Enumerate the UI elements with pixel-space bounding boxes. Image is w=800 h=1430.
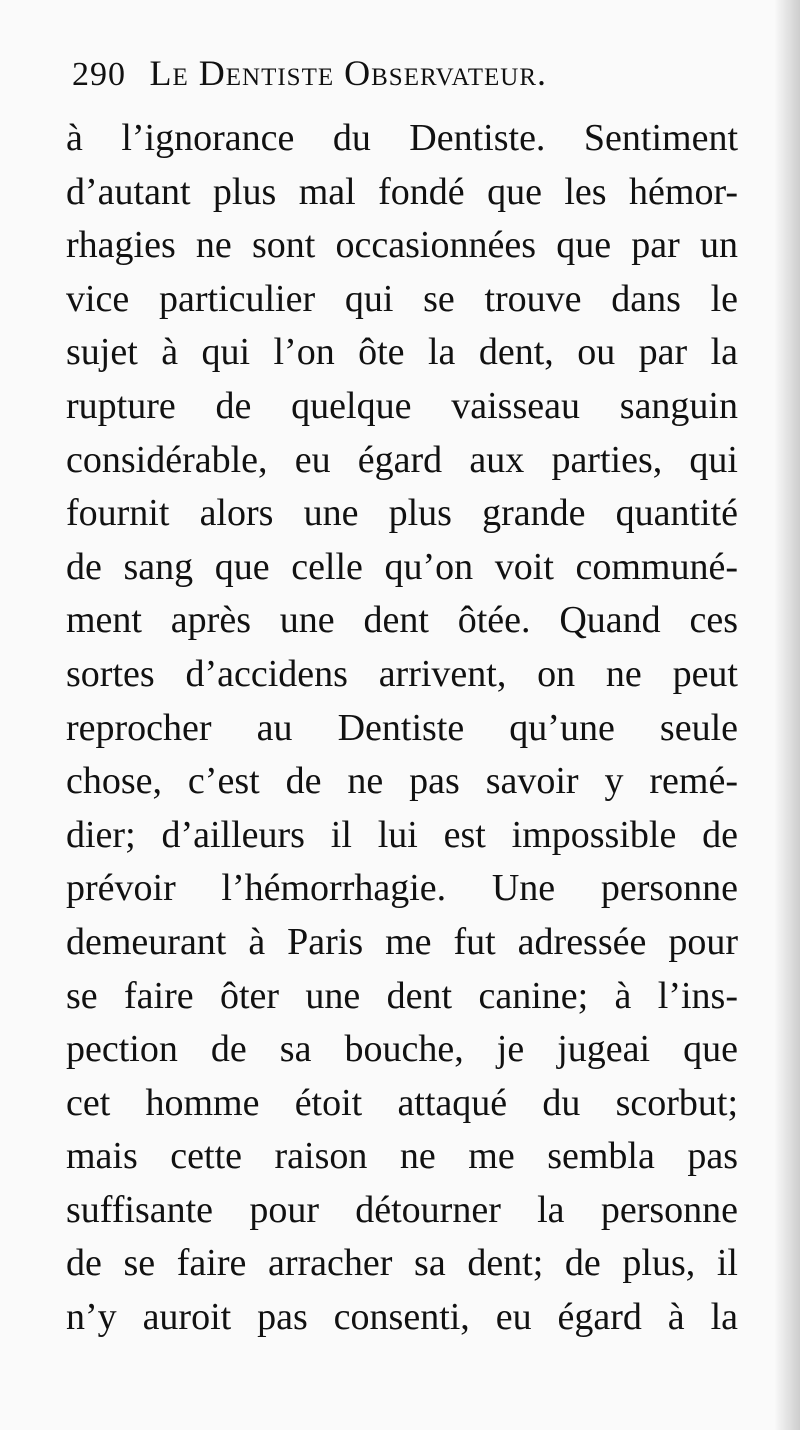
text-line: de se faire arracher sa dent; de plus, il bbox=[66, 1242, 738, 1285]
text-line: de sang que celle qu’on voit communé- bbox=[66, 545, 738, 588]
page-edge-shadow bbox=[774, 0, 800, 1430]
text-line: sujet à qui l’on ôte la dent, ou par la bbox=[66, 331, 738, 374]
text-line: fournit alors une plus grande quantité bbox=[66, 492, 738, 535]
text-line: prévoir l’hémorrhagie. Une personne bbox=[66, 867, 738, 910]
text-line: à l’ignorance du Dentiste. Sentiment bbox=[66, 117, 738, 159]
text-line: vice particulier qui se trouve dans le bbox=[66, 277, 738, 320]
text-line: dier; d’ailleurs il lui est impossible de bbox=[66, 813, 738, 856]
text-line: suffisante pour détourner la personne bbox=[66, 1188, 738, 1231]
text-line: n’y auroit pas consenti, eu égard à la bbox=[66, 1296, 738, 1339]
text-line: rhagies ne sont occasionnées que par un bbox=[66, 224, 738, 267]
body-text bbox=[66, 112, 738, 1345]
text-line: rupture de quelque vaisseau sanguin bbox=[66, 384, 738, 427]
text-line: chose, c’est de ne pas savoir y remé- bbox=[66, 760, 738, 803]
text-line: cet homme étoit attaqué du scorbut; bbox=[66, 1081, 738, 1124]
text-line: demeurant à Paris me fut adressée pour bbox=[66, 920, 738, 963]
text-line: d’autant plus mal fondé que les hémor- bbox=[66, 170, 738, 213]
running-head bbox=[72, 52, 712, 98]
running-title: Le Dentiste Observateur. bbox=[149, 53, 548, 93]
text-line: reprocher au Dentiste qu’une seule bbox=[66, 706, 738, 749]
text-line: mais cette raison ne me sembla pas bbox=[66, 1135, 738, 1178]
page-number: 290 bbox=[72, 56, 126, 93]
text-line: ment après une dent ôtée. Quand ces bbox=[66, 599, 738, 642]
text-line: se faire ôter une dent canine; à l’ins- bbox=[66, 974, 738, 1017]
text-line: considérable, eu égard aux parties, qui bbox=[66, 438, 738, 481]
text-line: sortes d’accidens arrivent, on ne peut bbox=[66, 652, 738, 695]
text-line: pection de sa bouche, je jugeai que bbox=[66, 1028, 738, 1071]
